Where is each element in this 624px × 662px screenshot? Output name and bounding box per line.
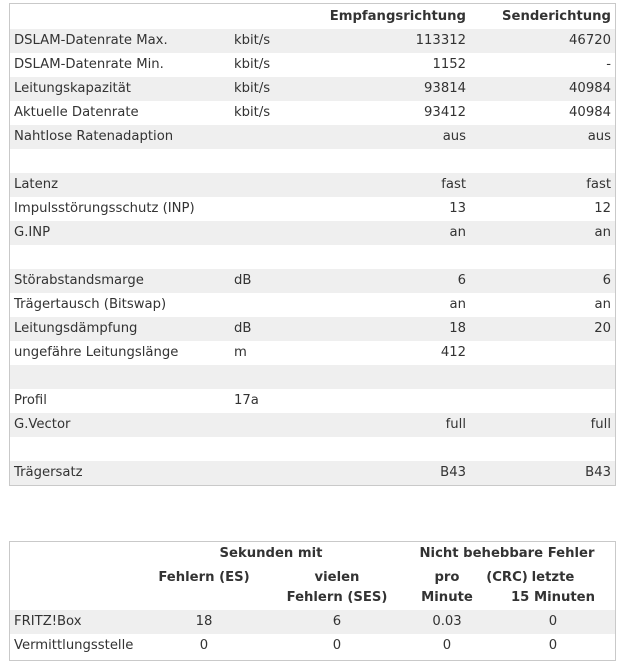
dsl-row — [10, 413, 615, 437]
row-downstream-value: an — [449, 225, 466, 240]
row-downstream-value: 93814 — [424, 81, 466, 96]
dsl-row — [10, 77, 615, 101]
dsl-row — [10, 29, 615, 53]
dsl-header-row — [10, 5, 615, 29]
dsl-row — [10, 197, 615, 221]
dsl-row — [10, 317, 615, 341]
row-unit: kbit/s — [234, 33, 271, 48]
ses-value: 6 — [332, 614, 342, 629]
dsl-row — [10, 101, 615, 125]
col-last15-header-line1: letzte — [531, 570, 575, 585]
col-per-minute-header-line2: Minute — [421, 590, 473, 605]
last15-value: 0 — [548, 638, 558, 653]
row-downstream-value: 412 — [440, 345, 466, 360]
dsl-row — [10, 221, 615, 245]
row-downstream-value: 13 — [449, 201, 466, 216]
row-unit: dB — [234, 273, 252, 288]
es-value: 0 — [199, 638, 209, 653]
row-label: Störabstandsmarge — [14, 273, 144, 288]
es-value: 18 — [195, 614, 213, 629]
row-label: G.Vector — [14, 417, 71, 432]
dsl-row — [10, 173, 615, 197]
row-label: Aktuelle Datenrate — [14, 105, 139, 120]
dsl-row — [10, 53, 615, 77]
row-upstream-value: - — [606, 57, 611, 72]
row-upstream-value: B43 — [585, 465, 611, 480]
row-downstream-value: 6 — [457, 273, 466, 288]
per-minute-value: 0.03 — [432, 614, 462, 629]
row-label: ungefähre Leitungslänge — [14, 345, 179, 360]
row-upstream-value: 46720 — [569, 33, 611, 48]
error-row — [10, 634, 615, 658]
error-stats-table — [9, 541, 616, 661]
row-upstream-value: 40984 — [569, 81, 611, 96]
col-downstream-header: Empfangsrichtung — [329, 9, 466, 24]
dsl-row — [10, 389, 615, 413]
row-upstream-value: 40984 — [569, 105, 611, 120]
col-last15-header-line2: 15 Minuten — [511, 590, 595, 605]
row-label: Leitungskapazität — [14, 81, 131, 96]
row-unit: 17a — [234, 393, 259, 408]
dsl-row — [10, 149, 615, 173]
row-label: Nahtlose Ratenadaption — [14, 129, 174, 144]
dsl-row — [10, 341, 615, 365]
dsl-row — [10, 461, 615, 485]
row-downstream-value: 93412 — [424, 105, 466, 120]
row-upstream-value: 6 — [602, 273, 611, 288]
row-label: Impulsstörungsschutz (INP) — [14, 201, 195, 216]
row-downstream-value: B43 — [440, 465, 466, 480]
last15-value: 0 — [548, 614, 558, 629]
row-label: Leitungsdämpfung — [14, 321, 138, 336]
row-downstream-value: aus — [442, 129, 466, 144]
row-upstream-value: 20 — [594, 321, 611, 336]
row-upstream-value: an — [594, 225, 611, 240]
row-upstream-value: an — [594, 297, 611, 312]
group-seconds-header: Sekunden mit — [219, 546, 323, 561]
row-upstream-value: full — [590, 417, 611, 432]
row-downstream-value: an — [449, 297, 466, 312]
dsl-row — [10, 293, 615, 317]
col-ses-header-line2: Fehlern (SES) — [286, 590, 388, 605]
dsl-row — [10, 365, 615, 389]
row-unit: kbit/s — [234, 81, 271, 96]
error-row-label: FRITZ!Box — [14, 614, 82, 629]
row-downstream-value: 113312 — [415, 33, 466, 48]
group-crc-header: Nicht behebbare Fehler (CRC) — [419, 546, 595, 585]
ses-value: 0 — [332, 638, 342, 653]
dsl-row — [10, 269, 615, 293]
row-downstream-value: 18 — [449, 321, 466, 336]
col-upstream-header: Senderichtung — [502, 9, 611, 24]
row-label: DSLAM-Datenrate Min. — [14, 57, 164, 72]
row-label: Trägertausch (Bitswap) — [14, 297, 167, 312]
row-unit: kbit/s — [234, 57, 271, 72]
col-per-minute-header-line1: pro — [434, 570, 460, 585]
row-unit: kbit/s — [234, 105, 271, 120]
row-downstream-value: 1152 — [432, 57, 466, 72]
row-unit: m — [234, 345, 247, 360]
dsl-row — [10, 245, 615, 269]
row-label: G.INP — [14, 225, 51, 240]
row-downstream-value: full — [445, 417, 466, 432]
col-es-header: Fehlern (ES) — [158, 570, 250, 585]
row-label: Latenz — [14, 177, 58, 192]
col-ses-header-line1: vielen — [314, 570, 360, 585]
dsl-row — [10, 125, 615, 149]
row-label: DSLAM-Datenrate Max. — [14, 33, 168, 48]
row-upstream-value: 12 — [594, 201, 611, 216]
row-downstream-value: fast — [441, 177, 466, 192]
dsl-info-table — [9, 3, 616, 486]
row-unit: dB — [234, 321, 252, 336]
row-upstream-value: aus — [587, 129, 611, 144]
error-row-label: Vermittlungsstelle — [14, 638, 134, 653]
row-label: Trägersatz — [14, 465, 83, 480]
error-row — [10, 610, 615, 634]
row-label: Profil — [14, 393, 47, 408]
per-minute-value: 0 — [442, 638, 452, 653]
row-upstream-value: fast — [586, 177, 611, 192]
dsl-row — [10, 437, 615, 461]
